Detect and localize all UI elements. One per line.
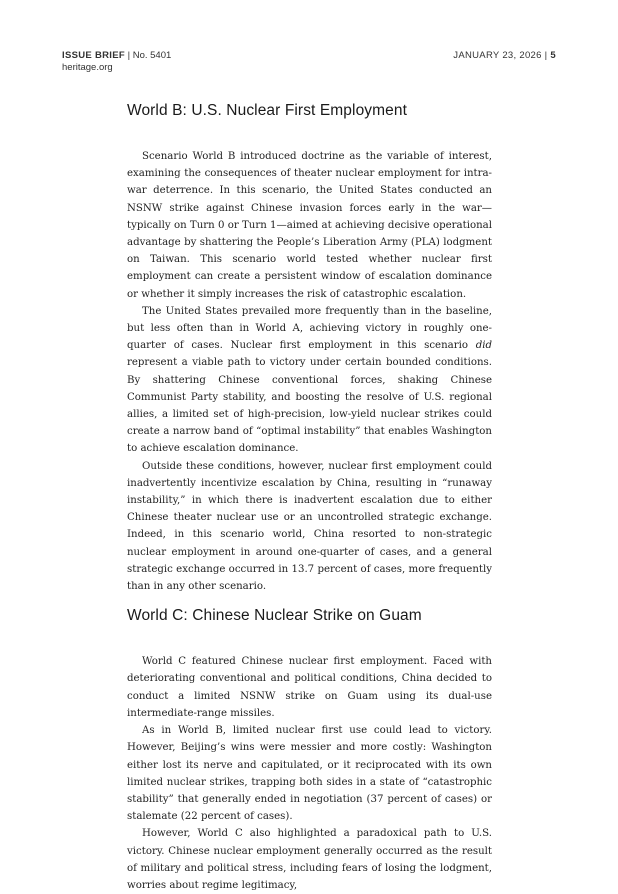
page-number: 5 [550,50,556,61]
article-body [127,102,492,894]
section-heading-world-b: World B: U.S. Nuclear First Employment [127,102,407,119]
paragraph: Outside these conditions, however, nuclear first employment could inadvertently incentivize escalation by China, resulting in “runaway instability,” in which there is inadvertent escalation due to either Chinese theater nuclear use or an uncontrolled strategic exchange. Indeed, in this scenario world, China resorted to non-strategic nuclear employment in around one-quarter of cases, and a general strategic exchange occurred in 13.7 percent of cases, more frequently than in any other scenario. [127,460,492,593]
paragraph-text: The United States prevailed more frequently than in the baseline, but less often than in World A, achieving victory in roughly one-quarter of cases. Nuclear first employment in this scenario [127,305,492,352]
emphasis-text: did [475,340,492,352]
issue-date: JANUARY 23, 2026 [453,50,542,61]
section-heading-world-c: World C: Chinese Nuclear Strike on Guam [127,607,422,625]
header-separator: | [127,50,131,61]
paragraph [127,303,492,458]
header-right [453,50,556,61]
page-separator: | [544,50,548,61]
paragraph: As in World B, limited nuclear first use could lead to victory. However, Beijing’s wins were messier and more costly: Washington either lost its nerve and capitulated, or it reciprocated with its own limited nuclear strikes, trapping both sides in a state of “catastrophic stability” that generally ended in negotiation (37 percent of cases) or stalemate (22 percent of cases). [127,725,492,823]
issue-brief-label: ISSUE BRIEF [62,50,125,61]
paragraph: World C featured Chinese nuclear first employment. Faced with deteriorating conventional and political conditions, China decided to conduct a limited NSNW strike on Guam using its dual-use intermediate-range missiles. [127,656,492,719]
site-link[interactable]: heritage.org [62,62,113,73]
header-left [62,50,171,74]
paragraph: However, World C also highlighted a paradoxical path to U.S. victory. Chinese nuclear employment generally occurred as the result of military and political stress, including fears of losing the lodgment, worries about regime legitimacy, [127,828,492,891]
paragraph-text: represent a viable path to victory under certain bounded conditions. By shattering Chinese conventional forces, shaking Chinese Communist Party stability, and boosting the resolve of U.S. regional allies, a limited set of high-precision, low-yield nuclear strikes could create a narrow band of “optimal instability” that enables Washington to achieve escalation dominance. [127,357,492,455]
issue-number: No. 5401 [132,50,172,61]
paragraph: Scenario World B introduced doctrine as the variable of interest, examining the consequences of theater nuclear employment for intra-war deterrence. In this scenario, the United States conducted an NSNW strike against Chinese invasion forces early in the war—typically on Turn 0 or Turn 1—aimed at achieving decisive operational advantage by shattering the People’s Liberation Army (PLA) lodgment on Taiwan. This scenario world tested whether nuclear first employment can create a persistent window of escalation dominance or whether it simply increases the risk of catastrophic escalation. [127,151,492,300]
